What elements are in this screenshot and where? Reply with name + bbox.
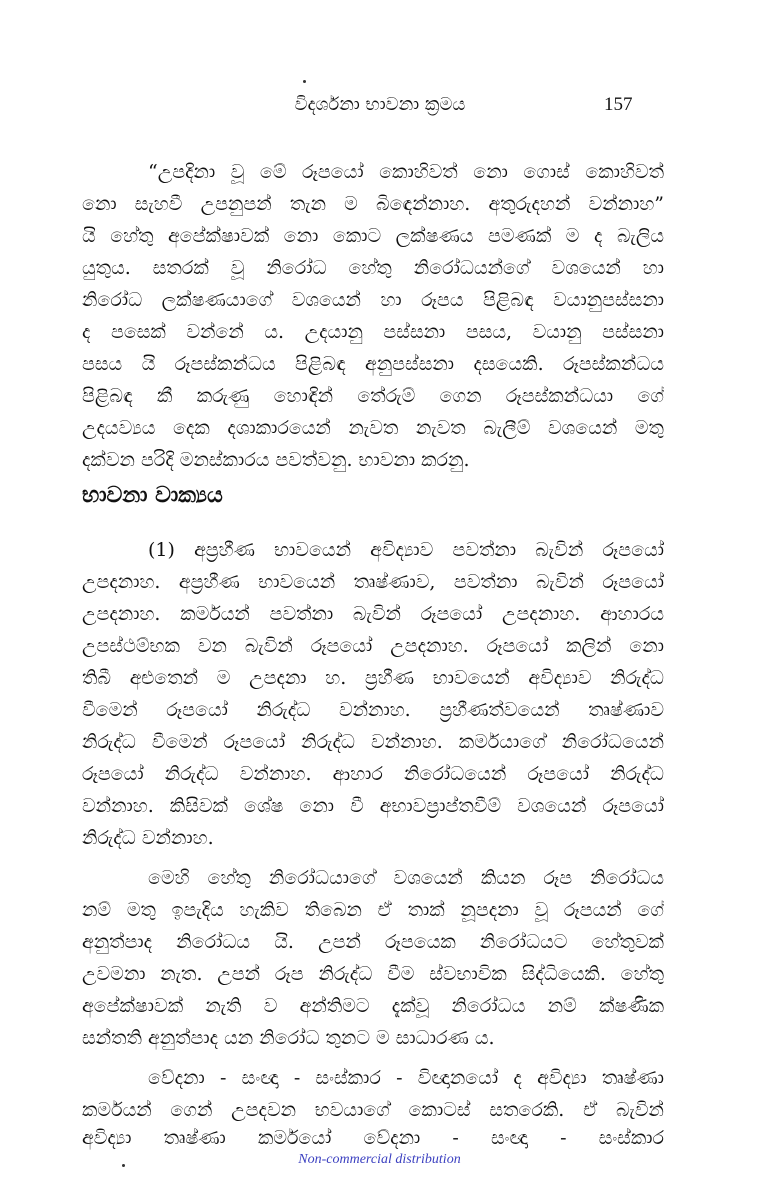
paragraph-2-line: උපස්ථම්භක වන බැවින් රූපයෝ උපදනාහ. රූපයෝ කලින් නො <box>82 635 664 657</box>
paragraph-1-line: උදයව්‍යය දෙක දශාකාරයෙන් නැවත නැවත බැලීම් වශයෙන් මතු <box>82 417 664 439</box>
paragraph-3-line: නම් මතු ඉපැදිය හැකිව තිබෙන ඒ තාක් නූපදනා වූ රූපයන් ගේ <box>82 899 664 921</box>
paragraph-2-line: උපදනාහ. අප්‍රහීණ භාවයෙන් තෘෂ්ණාව, පවත්නා බැවින් රූපයෝ <box>82 571 664 593</box>
paragraph-1-line: නො සැහවී උපනුපන් තැන ම බිඳෙන්නාහ. අතුරුදහන් වන්නාහ” <box>82 193 664 215</box>
paragraph-2-line: රූපයෝ නිරුද්ධ වන්නාහ. ආහාර නිරෝධයෙන් රූපයෝ නිරුද්ධ <box>82 763 664 785</box>
paragraph-1-line: නිරෝධ ලක්ෂණයාගේ වශයෙන් හා රූපය පිළිබඳ වයානුපස්සනා <box>82 289 664 311</box>
paragraph-1-line: පසය යි රූපස්කන්ධය පිළිබඳ අනුපස්සනා දසයෙකි. රූපස්කන්ධය <box>82 353 664 375</box>
running-header-title: විදර්ශනා භාවනා ක්‍රමය <box>294 94 466 115</box>
paragraph-1-line: පිළිබඳ කී කරුණු හොඳින් තේරුම් ගෙන රූපස්කන්ධයා ගේ <box>82 385 664 407</box>
paragraph-1-line: ද පසෙක් වන්නේ ය. උදයානු පස්සනා පසය, වයානු පස්සනා <box>82 321 664 343</box>
section-heading: භාවනා වාක්‍යය <box>82 482 223 508</box>
paragraph-3-line: අනුත්පාද නිරෝධය යි. උපන් රූපයෙක නිරෝධයට හේතුවක් <box>82 931 664 953</box>
paragraph-2-line: වීමෙන් රූපයෝ නිරුද්ධ වන්නාහ. ප්‍රහීණත්වයෙන් තෘෂ්ණාව <box>82 699 664 721</box>
paragraph-2-line: (1) අප්‍රහීණ භාවයෙන් අවිද්‍යාව පවත්නා බැවින් රූපයෝ <box>148 539 664 561</box>
paragraph-1-line: දක්වන පරිදි මනස්කාරය පවත්වනු. භාවනා කරනු. <box>82 449 470 471</box>
paragraph-2-line: උපදනාහ. කර්මයන් පවත්නා බැවින් රූපයෝ උපදනාහ. ආහාරය <box>82 603 664 625</box>
paragraph-3-line: මෙහි හේතු නිරෝධයාගේ වශයෙන් කියන රූප නිරෝධය <box>148 867 664 889</box>
paragraph-3-line: සන්තති අනුත්පාද යන නිරෝධ තුනට ම සාධාරණ ය. <box>82 1027 495 1049</box>
speck <box>303 80 306 83</box>
paragraph-4-line: අවිද්‍යා තෘෂ්ණා කර්මයෝ වේදනා - සංඥා - සංස්කාර <box>82 1128 664 1149</box>
paragraph-1-line: යි හේතු අපේක්ෂාවක් නො කොට ලක්ෂණය පමණක් ම ද බැලිය <box>82 225 664 247</box>
paragraph-1-line: “උපදිනා වූ මේ රූපයෝ කොහිවත් නො ගොස් කොහිවත් <box>148 161 664 183</box>
watermark-footer: Non-commercial distribution <box>298 1152 461 1167</box>
paragraph-2-line: වන්නාහ. කිසිවක් ශේෂ නො වී අභාවප්‍රාප්තවීම් වශයෙන් රූපයෝ <box>82 795 664 817</box>
paragraph-1-line: යුතුය. සතරක් වූ නිරෝධ හේතු නිරෝධයන්ගේ වශයෙන් හා <box>82 257 664 279</box>
paragraph-3-line: අපේක්ෂාවක් නැති ව අන්තිමට දැක්වූ නිරෝධය නම් ක්ෂණික <box>82 995 664 1017</box>
paragraph-4-line: කර්මයන් ගෙන් උපදවන භවයාගේ කොටස් සතරෙකි. ඒ බැවින් <box>82 1099 664 1121</box>
page-number: 157 <box>604 94 633 115</box>
paragraph-2-line: තිබී අළුතෙන් ම උපදනා හ. ප්‍රහීණ භාවයෙන් අවිද්‍යාව නිරුද්ධ <box>82 667 664 689</box>
paragraph-3-line: උවමනා නැත. උපන් රූප නිරුද්ධ වීම ස්වභාවික සිද්ධියෙකි. හේතු <box>82 963 664 985</box>
paragraph-2-line: නිරුද්ධ වීමෙන් රූපයෝ නිරුද්ධ වන්නාහ. කර්මයාගේ නිරෝධයෙන් <box>82 731 664 753</box>
paragraph-4-line: වේදනා - සංඥා - සංස්කාර - විඥානයෝ ද අවිද්‍යා තෘෂ්ණා <box>148 1067 664 1089</box>
paragraph-2-line: නිරුද්ධ වන්නාහ. <box>82 827 214 849</box>
